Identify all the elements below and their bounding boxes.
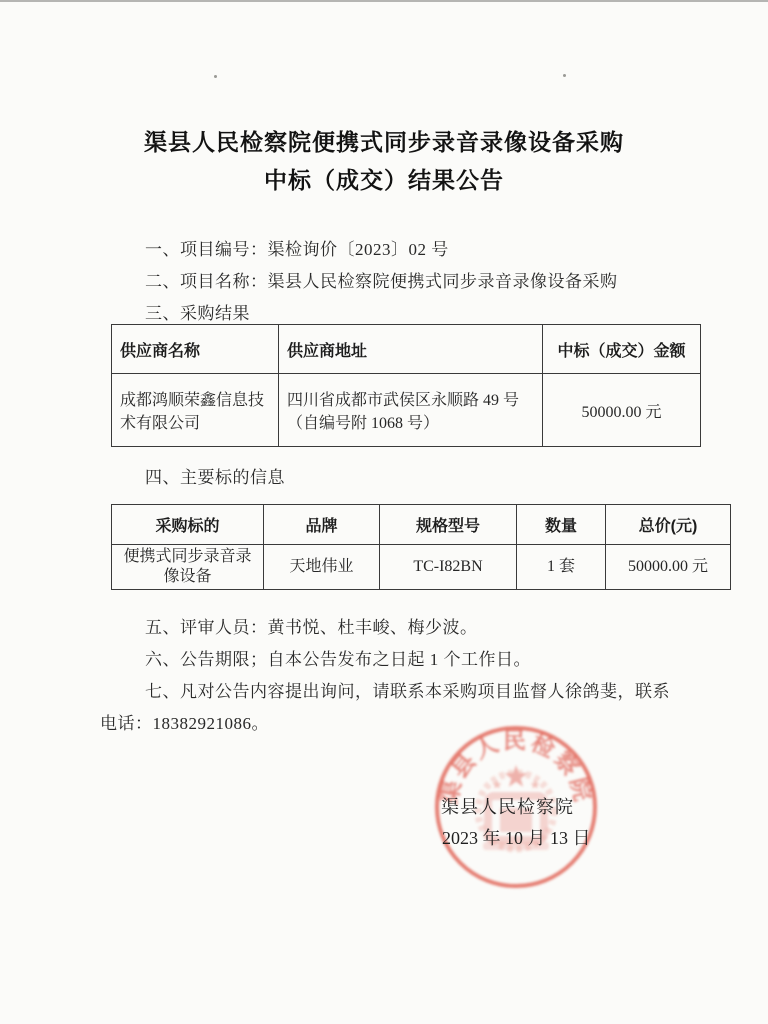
paragraph-contact: 七、凡对公告内容提出询问，请联系本采购项目监督人徐鸽斐，联系电话：18382921086。 <box>100 682 670 733</box>
table-header-row <box>112 325 701 374</box>
subject-info-table <box>111 504 731 590</box>
header-brand: 品牌 <box>264 505 380 545</box>
cell-subject: 便携式同步录音录像设备 <box>112 545 264 590</box>
header-subject: 采购标的 <box>112 505 264 545</box>
table-row <box>112 374 701 447</box>
paragraph-project-number: 一、项目编号：渠检询价〔2023〕02 号 <box>145 240 449 259</box>
header-supplier-name: 供应商名称 <box>112 325 279 374</box>
paragraph-reviewers: 五、评审人员：黄书悦、杜丰峻、梅少波。 <box>145 618 478 637</box>
heading-subject-info: 四、主要标的信息 <box>145 468 285 487</box>
paragraph-project-name: 二、项目名称：渠县人民检察院便携式同步录音录像设备采购 <box>145 272 618 291</box>
heading-procurement-result: 三、采购结果 <box>145 304 250 323</box>
scan-edge-artifact <box>0 0 768 2</box>
cell-award-amount: 50000.00 元 <box>543 374 701 447</box>
header-award-amount: 中标（成交）金额 <box>543 325 701 374</box>
cell-quantity: 1 套 <box>517 545 606 590</box>
table-header-row <box>112 505 731 545</box>
signature-organization: 渠县人民检察院 <box>441 797 574 817</box>
header-quantity: 数量 <box>517 505 606 545</box>
paragraph-announcement-period: 六、公告期限；自本公告发布之日起 1 个工作日。 <box>145 650 531 669</box>
stamp-arc-text: 渠县人民检察院 <box>435 727 597 807</box>
cell-supplier-address: 四川省成都市武侯区永顺路 49 号（自编号附 1068 号） <box>279 374 543 447</box>
cell-supplier-name: 成都鸿顺荣鑫信息技术有限公司 <box>112 374 279 447</box>
signature-date: 2023 年 10 月 13 日 <box>442 828 591 848</box>
header-total-price: 总价(元) <box>606 505 731 545</box>
document-title-line2: 中标（成交）结果公告 <box>264 167 504 193</box>
procurement-result-table <box>111 324 701 447</box>
header-model: 规格型号 <box>380 505 517 545</box>
cell-brand: 天地伟业 <box>264 545 380 590</box>
scan-speck <box>214 75 217 78</box>
header-supplier-address: 供应商地址 <box>279 325 543 374</box>
cell-total-price: 50000.00 元 <box>606 545 731 590</box>
document-title-line1: 渠县人民检察院便携式同步录音录像设备采购 <box>144 129 624 155</box>
table-row <box>112 545 731 590</box>
scan-speck <box>563 74 566 77</box>
document-title <box>0 123 768 199</box>
cell-model: TC-I82BN <box>380 545 517 590</box>
